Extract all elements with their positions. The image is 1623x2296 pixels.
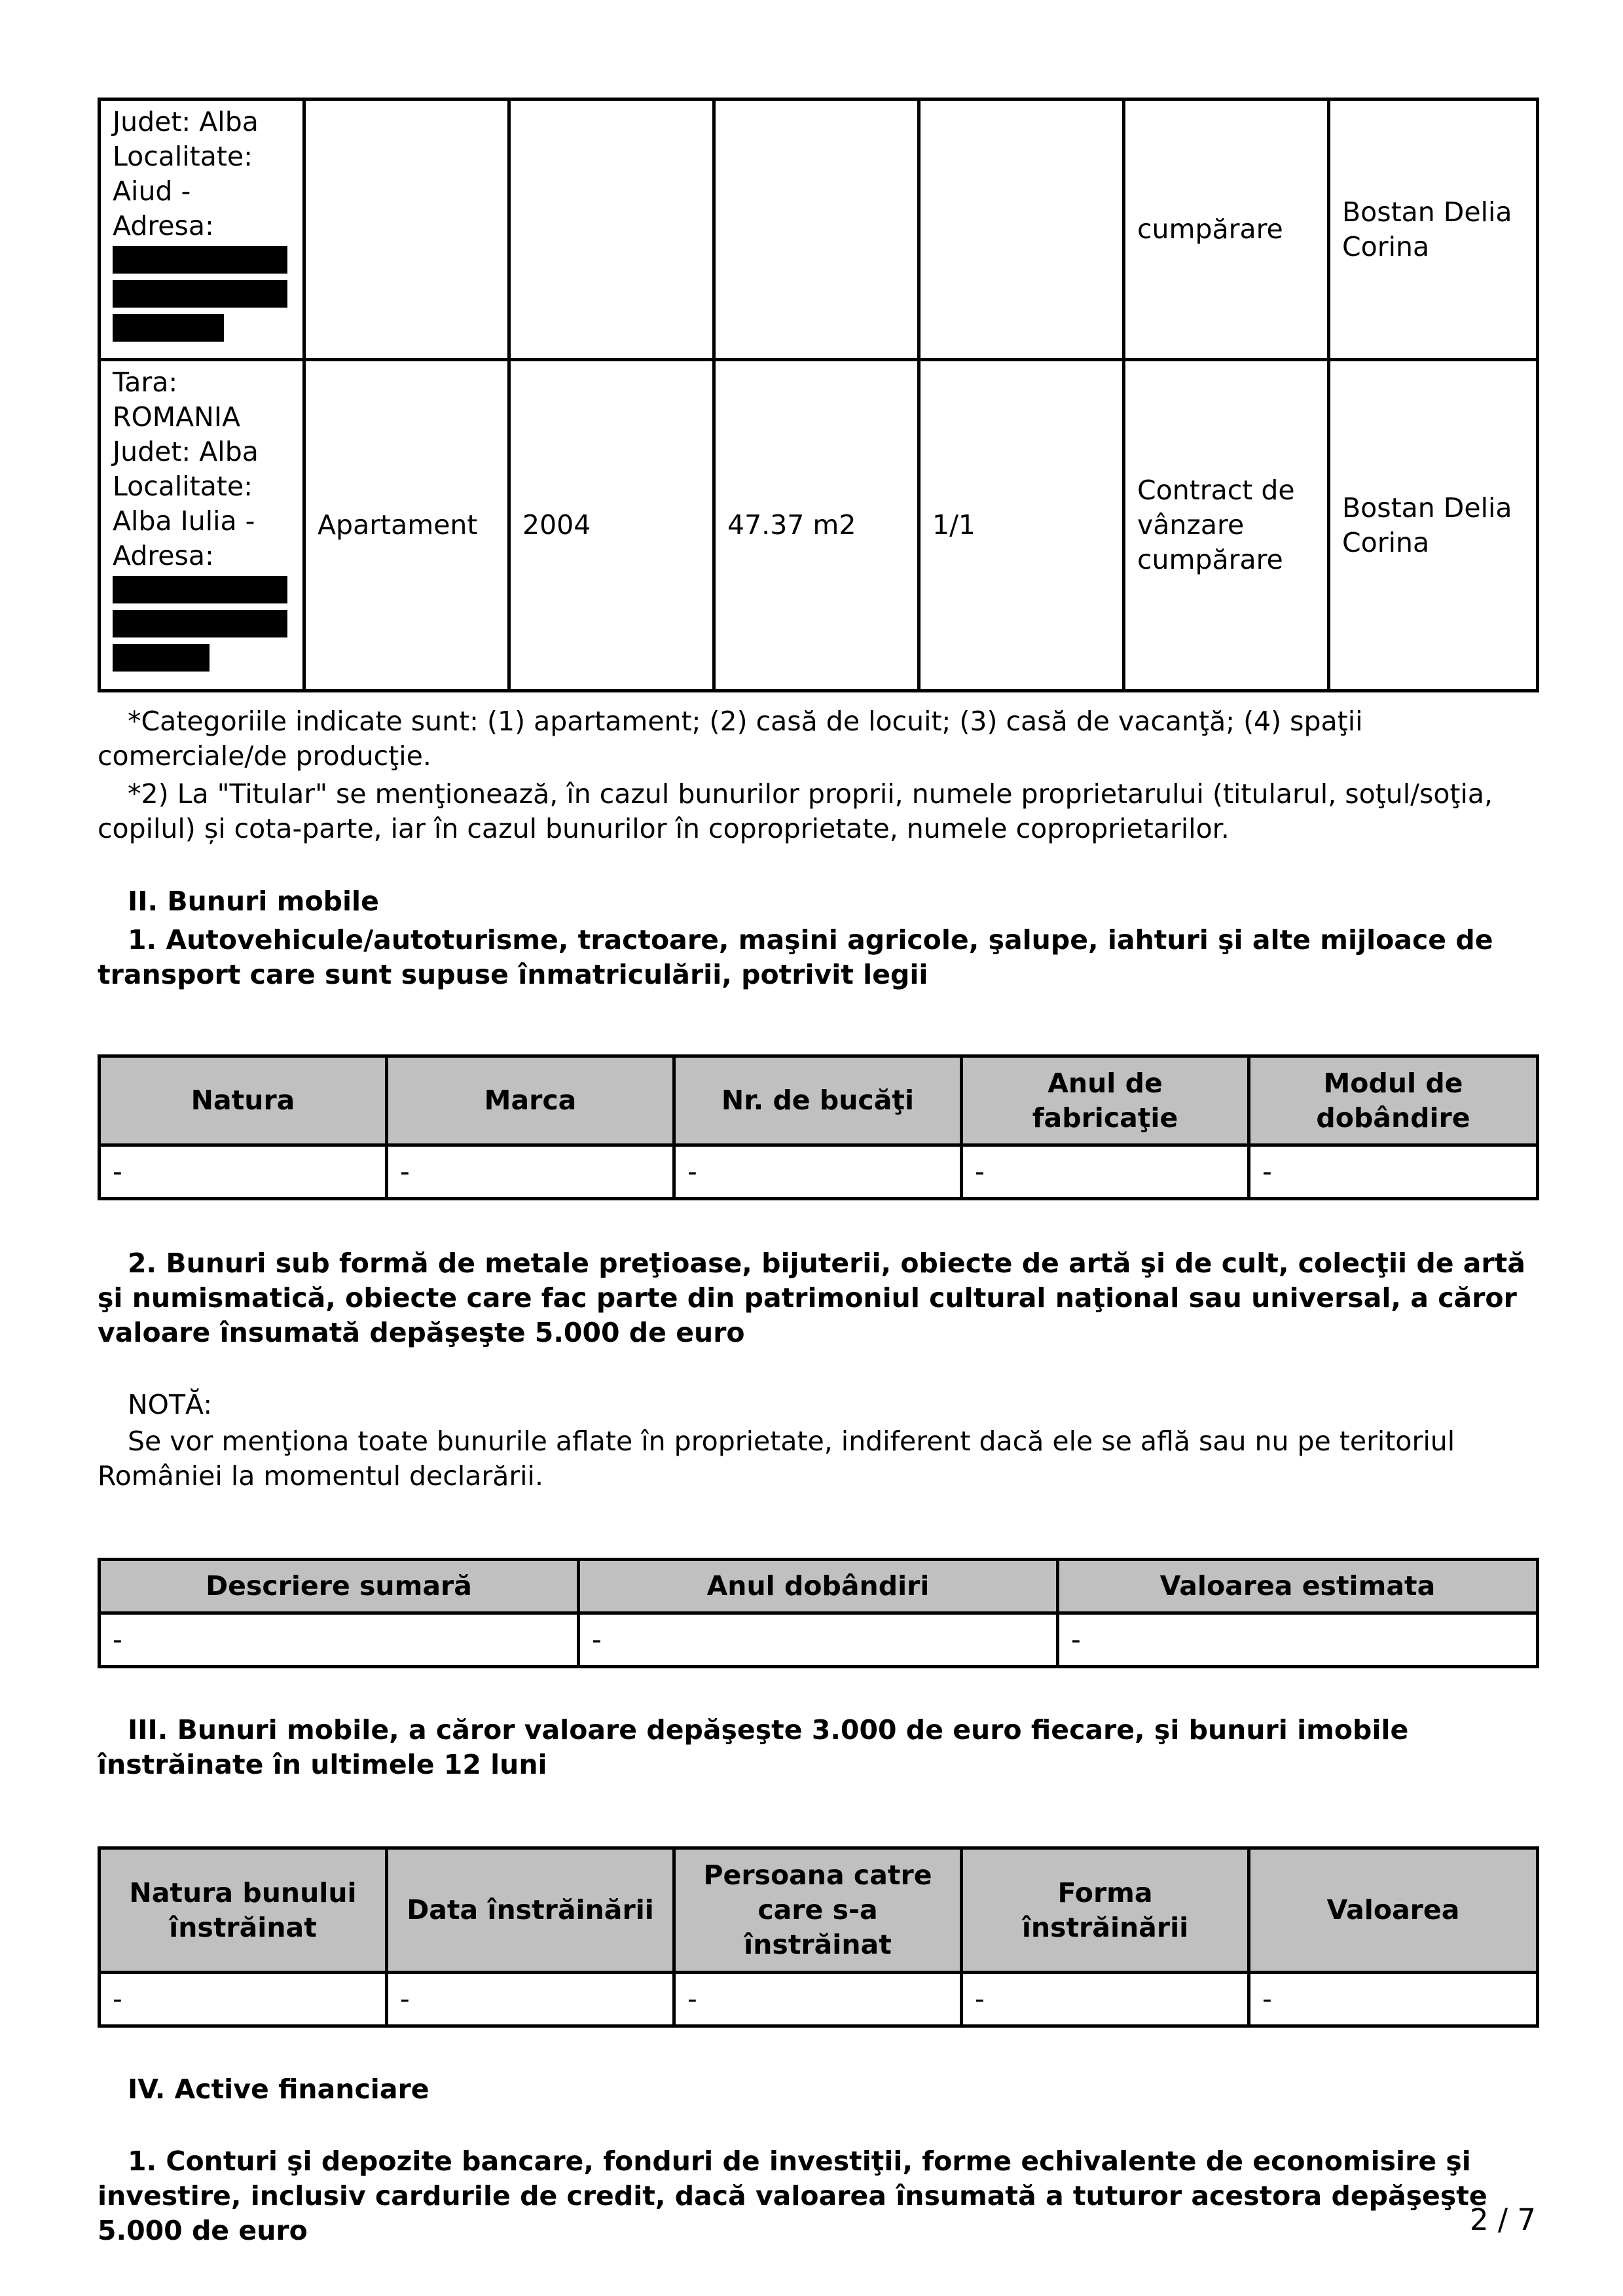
- owner-cell: Bostan Delia Corina: [1329, 99, 1538, 360]
- acquisition-cell: cumpărare: [1124, 99, 1329, 360]
- table-cell: -: [387, 1145, 674, 1199]
- section-iv-title: IV. Active financiare: [128, 2073, 429, 2105]
- column-header: Forma înstrăinării: [962, 1848, 1249, 1973]
- location-line: Tara:: [113, 367, 178, 398]
- column-header: Valoarea: [1249, 1848, 1538, 1973]
- column-header: Descriere sumară: [100, 1560, 579, 1613]
- valuables-table: [98, 1558, 1539, 1668]
- titular-note: *2) La "Titular" se menţionează, în cazul bunurilor proprii, numele proprietarului (titularul, soţul/soţia, copilul) și cota-parte, iar în cazul bunurilor în coproprietate, numele coproprietarilor.: [98, 778, 1493, 844]
- column-header: Modul de dobândire: [1249, 1056, 1538, 1145]
- table-cell: -: [1058, 1613, 1538, 1667]
- location-line: Judet: Alba: [113, 436, 259, 467]
- categories-note: *Categoriile indicate sunt: (1) apartament; (2) casă de locuit; (3) casă de vacanţă; (4) spaţii comerciale/de producţie.: [98, 706, 1363, 772]
- redacted-address: [113, 314, 224, 342]
- table-row: [100, 360, 1538, 691]
- location-line: Adresa:: [113, 540, 214, 571]
- table-header-row: [100, 1848, 1538, 1973]
- table-header-row: [100, 1560, 1538, 1613]
- table-cell: -: [100, 1613, 579, 1667]
- location-line: Alba Iulia -: [113, 505, 255, 537]
- table-cell: -: [962, 1973, 1249, 2026]
- column-header: Valoarea estimata: [1058, 1560, 1538, 1613]
- location-line: ROMANIA: [113, 401, 240, 433]
- share-cell: [919, 99, 1124, 360]
- table-row: [100, 1973, 1538, 2026]
- section-ii-sub2: 2. Bunuri sub formă de metale preţioase, bijuterii, obiecte de artă şi de cult, colecţii de artă şi numismatică, obiecte care fac parte din patrimoniul cultural naţional sau universal, a căror valoare însumată depăşeşte 5.000 de euro: [98, 1247, 1525, 1348]
- acquisition-cell: Contract de vânzare cumpărare: [1124, 360, 1329, 691]
- table-cell: -: [962, 1145, 1249, 1199]
- redacted-address: [113, 576, 287, 603]
- area-cell: 47.37 m2: [714, 360, 919, 691]
- table-row: [100, 1613, 1538, 1667]
- vehicles-table: [98, 1054, 1539, 1200]
- column-header: Persoana catre care s-a înstrăinat: [674, 1848, 962, 1973]
- column-header: Natura: [100, 1056, 387, 1145]
- redacted-address: [113, 610, 287, 637]
- redacted-address: [113, 644, 210, 672]
- year-cell: [509, 99, 714, 360]
- location-line: Aiud -: [113, 175, 191, 207]
- table-cell: -: [100, 1145, 387, 1199]
- table-cell: -: [100, 1973, 387, 2026]
- category-cell: Apartament: [304, 360, 509, 691]
- table-cell: -: [579, 1613, 1058, 1667]
- table-row: [100, 1145, 1538, 1199]
- real-estate-table: [98, 98, 1539, 692]
- area-cell: [714, 99, 919, 360]
- owner-cell: Bostan Delia Corina: [1329, 360, 1538, 691]
- year-cell: 2004: [509, 360, 714, 691]
- location-line: Judet: Alba: [113, 106, 259, 137]
- nota-text: Se vor menţiona toate bunurile aflate în proprietate, indiferent dacă ele se află sau nu pe teritoriul României la momentul declarării.: [98, 1426, 1455, 1492]
- table-cell: -: [674, 1973, 962, 2026]
- section-ii-sub1: 1. Autovehicule/autoturisme, tractoare, maşini agricole, şalupe, iahturi şi alte mijloace de transport care sunt supuse înmatriculării, potrivit legii: [98, 924, 1493, 990]
- table-cell: -: [1249, 1145, 1538, 1199]
- location-cell: [100, 99, 304, 360]
- section-ii-title: II. Bunuri mobile: [128, 886, 379, 917]
- table-row: [100, 99, 1538, 360]
- section-iii-title: III. Bunuri mobile, a căror valoare depăşeşte 3.000 de euro fiecare, şi bunuri imobile înstrăinate în ultimele 12 luni: [98, 1714, 1409, 1780]
- table-cell: -: [1249, 1973, 1538, 2026]
- table-header-row: [100, 1056, 1538, 1145]
- location-line: Localitate:: [113, 141, 253, 172]
- column-header: Data înstrăinării: [387, 1848, 674, 1973]
- nota-label: NOTĂ:: [128, 1389, 213, 1420]
- share-cell: 1/1: [919, 360, 1124, 691]
- column-header: Anul de fabricaţie: [962, 1056, 1249, 1145]
- column-header: Anul dobândiri: [579, 1560, 1058, 1613]
- column-header: Natura bunului înstrăinat: [100, 1848, 387, 1973]
- page-number: 2 / 7: [1469, 2202, 1536, 2237]
- location-line: Localitate:: [113, 471, 253, 502]
- table-cell: -: [674, 1145, 962, 1199]
- section-iv-sub1: 1. Conturi şi depozite bancare, fonduri de investiţii, forme echivalente de economisire şi investire, inclusiv cardurile de credit, dacă valoarea însumată a tuturor acestora depăşeşte 5.000 de euro: [98, 2145, 1487, 2246]
- alienated-assets-table: [98, 1846, 1539, 2028]
- redacted-address: [113, 280, 287, 308]
- column-header: Marca: [387, 1056, 674, 1145]
- location-cell: [100, 360, 304, 691]
- location-line: Adresa:: [113, 210, 214, 242]
- column-header: Nr. de bucăţi: [674, 1056, 962, 1145]
- table-cell: -: [387, 1973, 674, 2026]
- redacted-address: [113, 246, 287, 274]
- category-cell: [304, 99, 509, 360]
